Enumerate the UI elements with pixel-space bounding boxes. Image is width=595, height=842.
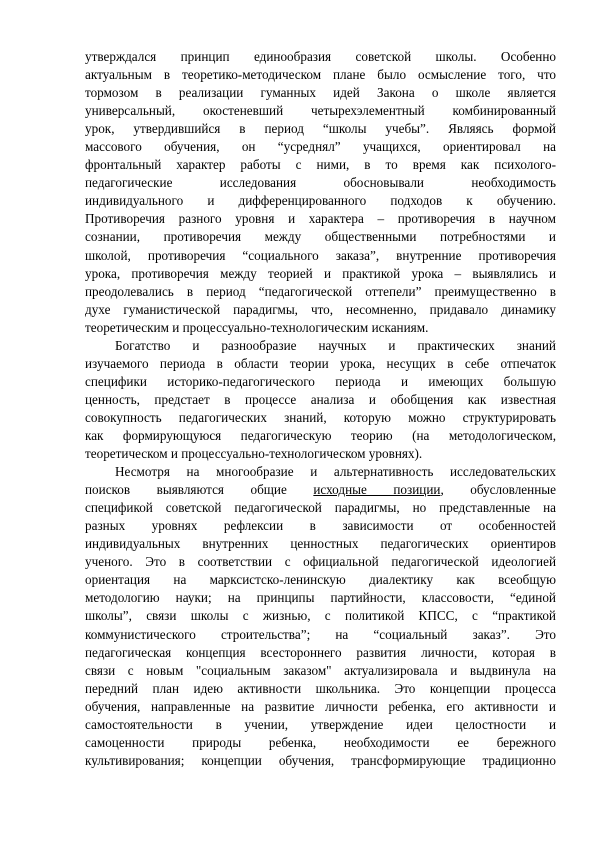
- text-line: школы”, связи школы с жизнью, с политикой КПСС, с “практикой: [85, 608, 556, 624]
- text-line: Несмотря на многообразие и альтернативность исследовательских: [115, 464, 556, 480]
- text-line: как формирующуюся педагогическую теорию (на методологическом,: [85, 427, 556, 443]
- text-line: тормозом в реализации гуманных идей Закона о школе является: [85, 85, 556, 101]
- text-line: ориентация на марксистско-ленинскую диалектику как всеобщую: [85, 572, 556, 588]
- text-line: ценность, предстает в процессе анализа и обобщения как известная: [85, 391, 556, 407]
- text-line: духе гуманистической парадигмы, что, несомненно, придавало динамику: [85, 301, 556, 317]
- paragraph: [85, 337, 556, 463]
- text-line: Богатство и разнообразие научных и практических знаний: [115, 337, 556, 353]
- text-line: теоретическом и процессуально-технологическом уровнях).: [85, 446, 423, 462]
- text-line: методологию науки; на принципы партийности, классовости, “единой: [85, 590, 556, 606]
- text-line: изучаемого периода в области теории урока, несущих в себе отпечаток: [85, 355, 556, 371]
- text-line: фронтальный характер работы с ними, в то время как психолого-: [85, 157, 556, 173]
- text-line: поисков выявляются общие исходные позиции, обусловленные: [85, 482, 556, 498]
- text-line: ученого. Это в соответствии с официальной педагогической идеологией: [85, 554, 556, 570]
- paragraph: [85, 48, 556, 337]
- text-line: Противоречия разного уровня и характера – противоречия в научном: [85, 211, 556, 227]
- text-line: педагогическая концепция всестороннего развития личности, которая в: [85, 644, 556, 660]
- text-line: актуальным в теоретико-методическом плане было осмысление того, что: [85, 67, 556, 83]
- text-line: педагогические исследования обосновывали необходимость: [85, 175, 556, 191]
- text-line: школой, противоречия “социального заказа”, внутренние противоречия: [85, 247, 556, 263]
- text-line: массового обучения, он “усреднял” учащихся, ориентировал на: [85, 139, 556, 155]
- text-line: совокупность педагогических знаний, которую можно структурировать: [85, 409, 556, 425]
- text-line: урока, противоречия между теорией и практикой урока – выявлялись и: [85, 265, 556, 281]
- text-line: самостоятельности в учении, утверждение идеи целостности и: [85, 716, 556, 732]
- text-line: преодолевались в период “педагогической оттепели” преимущественно в: [85, 283, 556, 299]
- text-line: коммунистического строительства”; на “социальный заказ”. Это: [85, 626, 556, 642]
- text-line: культивирования; концепции обучения, трансформирующие традиционно: [85, 752, 556, 768]
- document-page: [85, 48, 556, 770]
- text-line: утверждался принцип единообразия советской школы. Особенно: [85, 49, 556, 64]
- text-line: урок, утвердившийся в период “школы учебы”. Являясь формой: [85, 121, 556, 137]
- text-line: разных уровнях рефлексии в зависимости от особенностей: [85, 518, 556, 534]
- text-line: универсальный, окостеневший четырехэлементный комбинированный: [85, 103, 556, 119]
- paragraph: [85, 463, 556, 770]
- text-line: обучения, направленные на развитие личности ребенка, его активности и: [85, 698, 556, 714]
- underlined-phrase: исходные позиции: [313, 482, 441, 498]
- text-line: теоретическим и процессуально-технологическим исканиям.: [85, 319, 429, 335]
- text-line: связи с новым "социальным заказом" актуализировала и выдвинула на: [85, 662, 556, 678]
- text-line: передний план идею активности школьника. Это концепции процесса: [85, 680, 556, 696]
- text-line: сознании, противоречия между общественными потребностями и: [85, 229, 556, 245]
- text-line: самоценности природы ребенка, необходимости ее бережного: [85, 734, 556, 750]
- text-line: индивидуальных внутренних ценностных педагогических ориентиров: [85, 536, 556, 552]
- text-line: спецификой советской педагогической парадигмы, но представленные на: [85, 500, 556, 516]
- text-line: специфики историко-педагогического периода и имеющих большую: [85, 373, 556, 389]
- text-line: индивидуального и дифференцированного подходов к обучению.: [85, 193, 556, 209]
